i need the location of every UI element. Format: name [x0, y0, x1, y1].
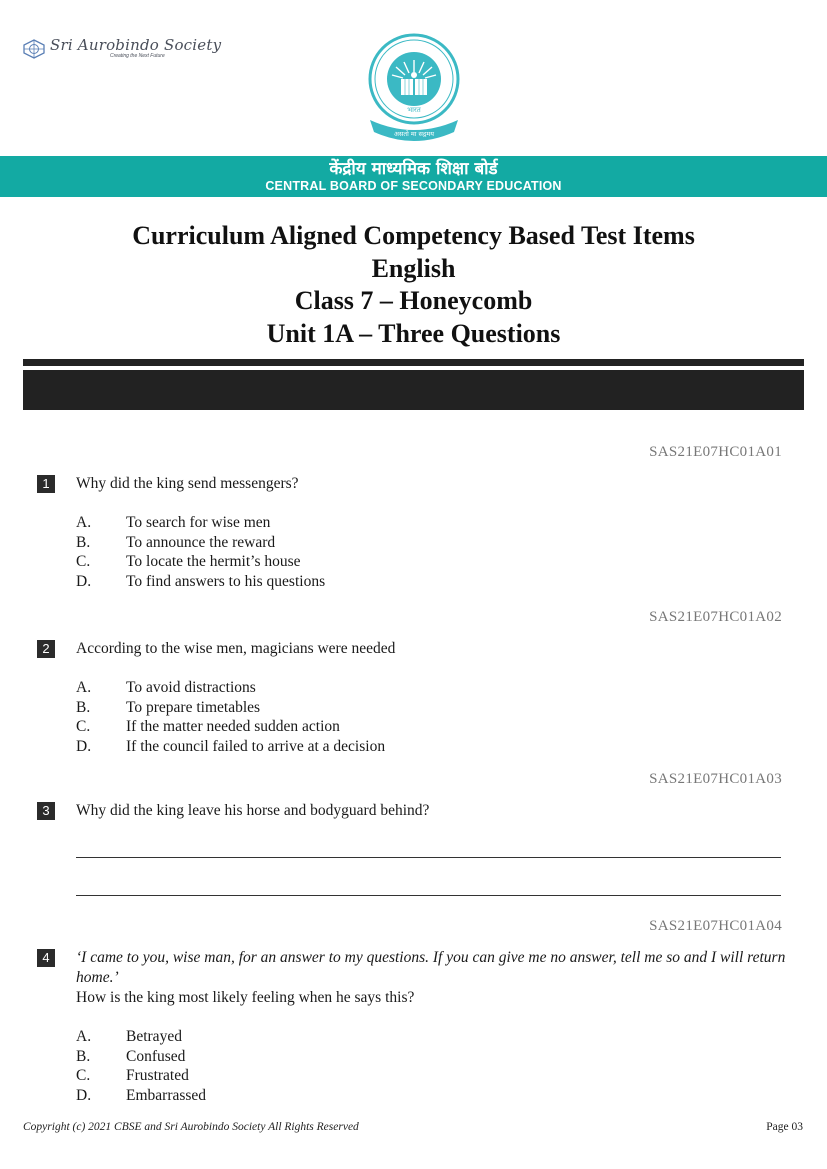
- option-d[interactable]: D. Embarrassed: [76, 1087, 207, 1105]
- option-c[interactable]: C. To locate the hermit’s house: [76, 553, 301, 571]
- question-quote: ‘I came to you, wise man, for an answer to my questions. If you can give me no answer, tell me so and I will return home.’: [76, 949, 786, 986]
- copyright-notice: Copyright (c) 2021 CBSE and Sri Aurobindo Society All Rights Reserved: [23, 1121, 359, 1133]
- option-b[interactable]: B. Confused: [76, 1047, 186, 1065]
- sri-aurobindo-society-logo: [22, 38, 221, 59]
- option-d[interactable]: D. To find answers to his questions: [76, 573, 326, 591]
- cbse-emblem-icon: [364, 32, 464, 144]
- option-c[interactable]: C. Frustrated: [76, 1067, 189, 1085]
- option-c[interactable]: C. If the matter needed sudden action: [76, 718, 340, 736]
- question-prompt: How is the king most likely feeling when he says this?: [76, 989, 415, 1006]
- option-list: [76, 1027, 206, 1106]
- sas-emblem-icon: [22, 39, 46, 59]
- divider-bar: [23, 370, 804, 410]
- document-title: Curriculum Aligned Competency Based Test Items: [132, 221, 695, 250]
- option-a[interactable]: A. Betrayed: [76, 1028, 182, 1045]
- sas-logo-tagline: Creating the Next Future: [110, 53, 165, 59]
- question-number-badge: 3: [37, 802, 55, 820]
- svg-text:भारत: भारत: [407, 106, 421, 114]
- question-code: SAS21E07HC01A03: [649, 771, 782, 787]
- question-code: SAS21E07HC01A01: [649, 444, 782, 460]
- board-name-banner: [0, 156, 827, 197]
- question-number-badge: 2: [37, 640, 55, 658]
- class-title: Class 7 – Honeycomb: [294, 286, 533, 315]
- answer-line[interactable]: [76, 895, 781, 896]
- question-code: SAS21E07HC01A04: [649, 918, 782, 934]
- question-number-badge: 1: [37, 475, 55, 493]
- option-a[interactable]: A. To search for wise men: [76, 514, 271, 531]
- subject-title: English: [371, 253, 456, 283]
- option-d[interactable]: D. If the council failed to arrive at a decision: [76, 738, 386, 756]
- question-text: [76, 948, 786, 1008]
- answer-line[interactable]: [76, 857, 781, 858]
- page-number: Page 03: [766, 1121, 803, 1133]
- document-title-block: [0, 220, 827, 350]
- question-text: According to the wise men, magicians were needed: [76, 640, 396, 657]
- board-name-hindi: केंद्रीय माध्यमिक शिक्षा बोर्ड: [329, 159, 498, 179]
- board-name-english: CENTRAL BOARD OF SECONDARY EDUCATION: [265, 179, 562, 193]
- divider-thin: [23, 359, 804, 366]
- question-text: Why did the king send messengers?: [76, 475, 299, 492]
- option-b[interactable]: B. To announce the reward: [76, 533, 276, 551]
- option-list: [76, 678, 385, 757]
- option-list: [76, 513, 325, 592]
- svg-text:असतो मा सद्गमय: असतो मा सद्गमय: [394, 130, 434, 138]
- sas-logo-name: Sri Aurobindo Society: [50, 36, 222, 54]
- question-text: Why did the king leave his horse and bodyguard behind?: [76, 802, 430, 819]
- option-a[interactable]: A. To avoid distractions: [76, 679, 256, 696]
- unit-title: Unit 1A – Three Questions: [266, 318, 561, 348]
- question-code: SAS21E07HC01A02: [649, 609, 782, 625]
- option-b[interactable]: B. To prepare timetables: [76, 698, 261, 716]
- question-number-badge: 4: [37, 949, 55, 967]
